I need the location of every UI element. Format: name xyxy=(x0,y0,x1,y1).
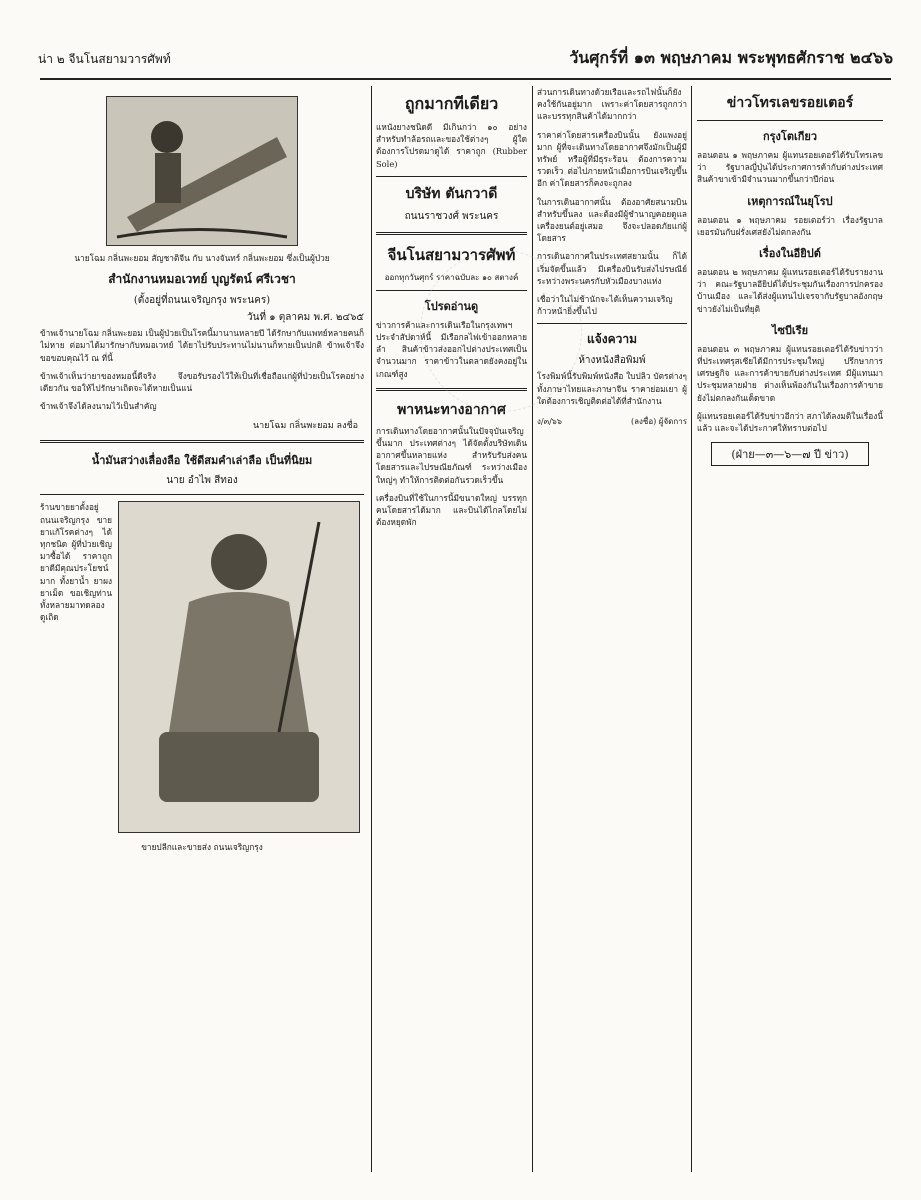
column-rule-3 xyxy=(691,86,692,1172)
article-paragraph-5: เชื่อว่าในไม่ช้านักจะได้เห็นความเจริญก้าวหน้ายิ่งขึ้นไป xyxy=(537,294,673,317)
dispatch-body-tokyo: ลอนดอน ๑ พฤษภาคม ผู้แทนรอยเตอร์ได้รับโทรเลขว่า รัฐบาลญี่ปุ่นได้ประกาศการค้ากับต่างประเทศ สินค้าขาเข้ามีจำนวนมากขึ้นกว่าปีก่อน xyxy=(697,150,883,185)
letter-date: วันที่ ๑ ตุลาคม พ.ศ. ๒๔๖๕ xyxy=(247,312,364,324)
portrait-drawing xyxy=(107,97,297,245)
letter-signature: นายโฉม กลิ่นพะยอม ลงชื่อ xyxy=(252,421,358,432)
office-heading: สำนักงานหมอเวทย์ บุญรัตน์ ศรีเวชา xyxy=(108,272,296,287)
portrait-illustration xyxy=(106,96,298,246)
dispatch-body-siberia: ลอนดอน ๓ พฤษภาคม ผู้แทนรอยเตอร์ได้รับข่าวว่า ที่ประเทศรุสเซียได้มีการประชุมใหญ่ ปรึกษาการเศรษฐกิจ และการค้าขายกับต่างประเทศ มีผู้แทนมาประชุมหลายฝ่าย ต่างเห็นพ้องกันในเรื่องการค้าขาย ยังไม่ตกลงกันเด็ดขาด xyxy=(697,343,883,403)
dispatch-title-tokyo: กรุงโตเกียว xyxy=(762,130,818,143)
masthead-rule xyxy=(376,232,527,235)
watermark-seal xyxy=(420,250,582,412)
issue-date: วันศุกร์ที่ ๑๓ พฤษภาคม พระพุทธศักราช ๒๔๖๖ xyxy=(569,48,893,67)
ad-footer: ขายปลีกและขายส่ง ถนนเจริญกรุง xyxy=(141,842,263,853)
aviation-paragraph-1: การเดินทางโดยอากาศนั้นในปัจจุบันเจริญขึ้นมาก ประเทศต่างๆ ได้จัดตั้งบริษัทเดินอากาศขึ้นหลายแห่ง สำหรับรับส่งคนโดยสารและไปรษณียภัณฑ์ ระหว่างเมืองใหญ่ๆ ทำให้การติดต่อกันรวดเร็วขึ้น xyxy=(376,425,527,485)
ad-body-row xyxy=(40,501,364,833)
reuters-section-title: ข่าวโทรเลขรอยเตอร์ xyxy=(726,95,854,111)
header-rule xyxy=(40,78,891,80)
letter-paragraph-3: ข้าพเจ้าจึงได้ลงนามไว้เป็นสำคัญ xyxy=(40,401,157,412)
dispatch-title-siberia: ไซบีเรีย xyxy=(771,323,809,337)
section-title-read: โปรดอ่านดู xyxy=(424,299,479,313)
column-2 xyxy=(376,86,527,1172)
figure-illustration xyxy=(118,501,360,833)
masthead-subtitle: ออกทุกวันศุกร์ ราคาฉบับละ ๑๐ สตางค์ xyxy=(384,272,519,282)
notice-title: แจ้งความ xyxy=(586,332,638,347)
column-rule-2 xyxy=(532,86,533,1172)
dispatch-body-egypt: ลอนดอน ๒ พฤษภาคม ผู้แทนรอยเตอร์ได้รับรายงานว่า คณะรัฐบาลอียิปต์ได้ประชุมกันเรื่องการปกครองบ้านเมือง และได้ส่งผู้แทนไปเจรจากับรัฐบาลอังกฤษ ข่าวยังไม่เป็นที่ยุติ xyxy=(697,267,883,314)
letter-paragraph-2: ข้าพเจ้าเห็นว่ายาของหมอนี้ดีจริง จึงขอรับรองไว้ให้เป็นที่เชื่อถือแก่ผู้ที่ป่วยเป็นโรคอย่างเดียวกัน ขอให้ไปรักษาเถิดจะได้หายเป็นแน่ xyxy=(40,370,364,394)
dispatch-body-europe: ลอนดอน ๑ พฤษภาคม รอยเตอร์ว่า เรื่องรัฐบาลเยอรมันกับฝรั่งเศสยังไม่ตกลงกัน xyxy=(697,214,883,237)
divider xyxy=(376,176,527,177)
office-address: (ตั้งอยู่ที่ถนนเจริญกรุง พระนคร) xyxy=(133,295,271,307)
notice-footer xyxy=(537,413,687,430)
page-header xyxy=(18,46,903,74)
article-paragraph-1: ส่วนการเดินทางด้วยเรือและรถไฟนั้นก็ยังคงใช้กันอยู่มาก เพราะค่าโดยสารถูกกว่าและบรรทุกสินค้าได้มากกว่า xyxy=(537,87,687,122)
page-number-label: น่า ๒ จีนโนสยามวารศัพท์ xyxy=(38,52,171,66)
dispatch-title-egypt: เรื่องในอียิปต์ xyxy=(759,247,821,261)
aviation-paragraph-2: เครื่องบินที่ใช้ในการนี้มีขนาดใหญ่ บรรทุกคนโดยสารได้มาก และบินได้ไกลโดยไม่ต้องหยุดพัก xyxy=(376,492,527,528)
notice-subtitle: ห้างหนังสือพิมพ์ xyxy=(578,355,646,367)
figure-drawing xyxy=(119,502,359,832)
column-3 xyxy=(537,86,687,1172)
column-rule-1 xyxy=(371,86,372,1172)
company-address: ถนนราชวงศ์ พระนคร xyxy=(404,210,499,222)
column-1 xyxy=(40,86,364,1172)
notice-signature: (ลงชื่อ) ผู้จัดการ xyxy=(630,417,687,427)
notice-body: โรงพิมพ์นี้รับพิมพ์หนังสือ ใบปลิว บัตรต่างๆ ทั้งภาษาไทยและภาษาจีน ราคาย่อมเยา ผู้ใดต้องการเชิญติดต่อได้ที่สำนักงาน xyxy=(537,371,687,406)
letter-paragraph-1: ข้าพเจ้านายโฉม กลิ่นพะยอม เป็นผู้ป่วยเป็นโรคนี้มานานหลายปี ได้รักษากับแพทย์หลายคนก็ไม่หาย ต่อมาได้มารักษากับหมอเวทย์ ได้ยาไปรับประทานไม่นานก็หายเป็นปกติ ข้าพเจ้าจึงขอขอบคุณไว้ ณ ที่นี้ xyxy=(40,328,364,363)
ad-title-cheap: ถูกมากทีเดียว xyxy=(404,94,499,113)
dispatch-title-europe: เหตุการณ์ในยุโรป xyxy=(747,194,833,208)
ad-heading: น้ำมันสว่างเลื่องลือ ใช้ดีสมคำเล่าลือ เป็นที่นิยม xyxy=(91,454,313,468)
column-4 xyxy=(697,86,883,1172)
portrait-caption: นายโฉม กลิ่นพะยอม สัญชาติจีน กับ นางจันทร์ กลิ่นพะยอม ซึ่งเป็นผู้ป่วย xyxy=(74,253,330,263)
article-paragraph-4: การเดินอากาศในประเทศสยามนั้น ก็ได้เริ่มจัดขึ้นแล้ว มีเครื่องบินรับส่งไปรษณีย์ระหว่างพระนครกับหัวเมืองบางแห่ง xyxy=(537,251,687,286)
ad-body-text: ร้านขายยาตั้งอยู่ถนนเจริญกรุง ขายยาแก้โรคต่างๆ ได้ทุกชนิด ผู้ที่ป่วยเชิญมาซื้อได้ ราคาถูก ยาดีมีคุณประโยชน์มาก ทั้งยาน้ำ ยาผง ยาเม็ด ขอเชิญท่านทั้งหลายมาทดลองดูเถิด xyxy=(40,502,112,623)
article-paragraph-3: ในการเดินอากาศนั้น ต้องอาศัยสนามบินสำหรับขึ้นลง และต้องมีผู้ชำนาญคอยดูแลเครื่องยนต์อยู่เสมอ จึงจะปลอดภัยแก่ผู้โดยสาร xyxy=(537,196,687,244)
ad-body-rubber: แหนังยางชนิดดี มีเกินกว่า ๑๐ อย่าง สำหรับทำล้อรถและของใช้ต่างๆ ผู้ใดต้องการโปรดมาดูได้ ราคาถูก (Rubber Sole) xyxy=(376,122,527,169)
dispatch-body-siberia-2: ผู้แทนรอยเตอร์ได้รับข่าวอีกว่า สภาได้ลงมติในเรื่องนี้แล้ว และจะได้ประกาศให้ทราบต่อไป xyxy=(697,410,883,434)
section-divider xyxy=(40,440,364,443)
trade-news-paragraph: ข่าวการค้าและการเดินเรือในกรุงเทพฯ ประจำสัปดาห์นี้ มีเรือกลไฟเข้าออกหลายลำ สินค้าข้าวส่งออกไปต่างประเทศเป็นจำนวนมาก ราคาข้าวในตลาดยังคงอยู่ในเกณฑ์สูง xyxy=(376,319,527,379)
ad-rule xyxy=(40,494,364,495)
divider xyxy=(697,120,883,121)
newspaper-masthead: จีนโนสยามวารศัพท์ xyxy=(387,245,516,264)
column-footer-box: (ฝ่าย—๓—๖—๗ ปี ข่าว) xyxy=(711,442,869,466)
company-name: บริษัท ตันกวาดี xyxy=(405,185,498,202)
article-title-aviation: พาหนะทางอากาศ xyxy=(397,401,506,418)
ad-subheading: นาย อำไพ สีทอง xyxy=(166,475,238,487)
notice-date: ง/๓/๖๖ xyxy=(537,417,562,427)
article-paragraph-2: ราคาค่าโดยสารเครื่องบินนั้น ยังแพงอยู่มาก ผู้ที่จะเดินทางโดยอากาศจึงมักเป็นผู้มีทรัพย์ หรือผู้ที่มีธุระร้อน ต้องการความรวดเร็ว ต่อไปภายหน้าเมื่อการบินเจริญขึ้นอีก ค่าโดยสารก็คงจะถูกลง xyxy=(537,129,687,189)
